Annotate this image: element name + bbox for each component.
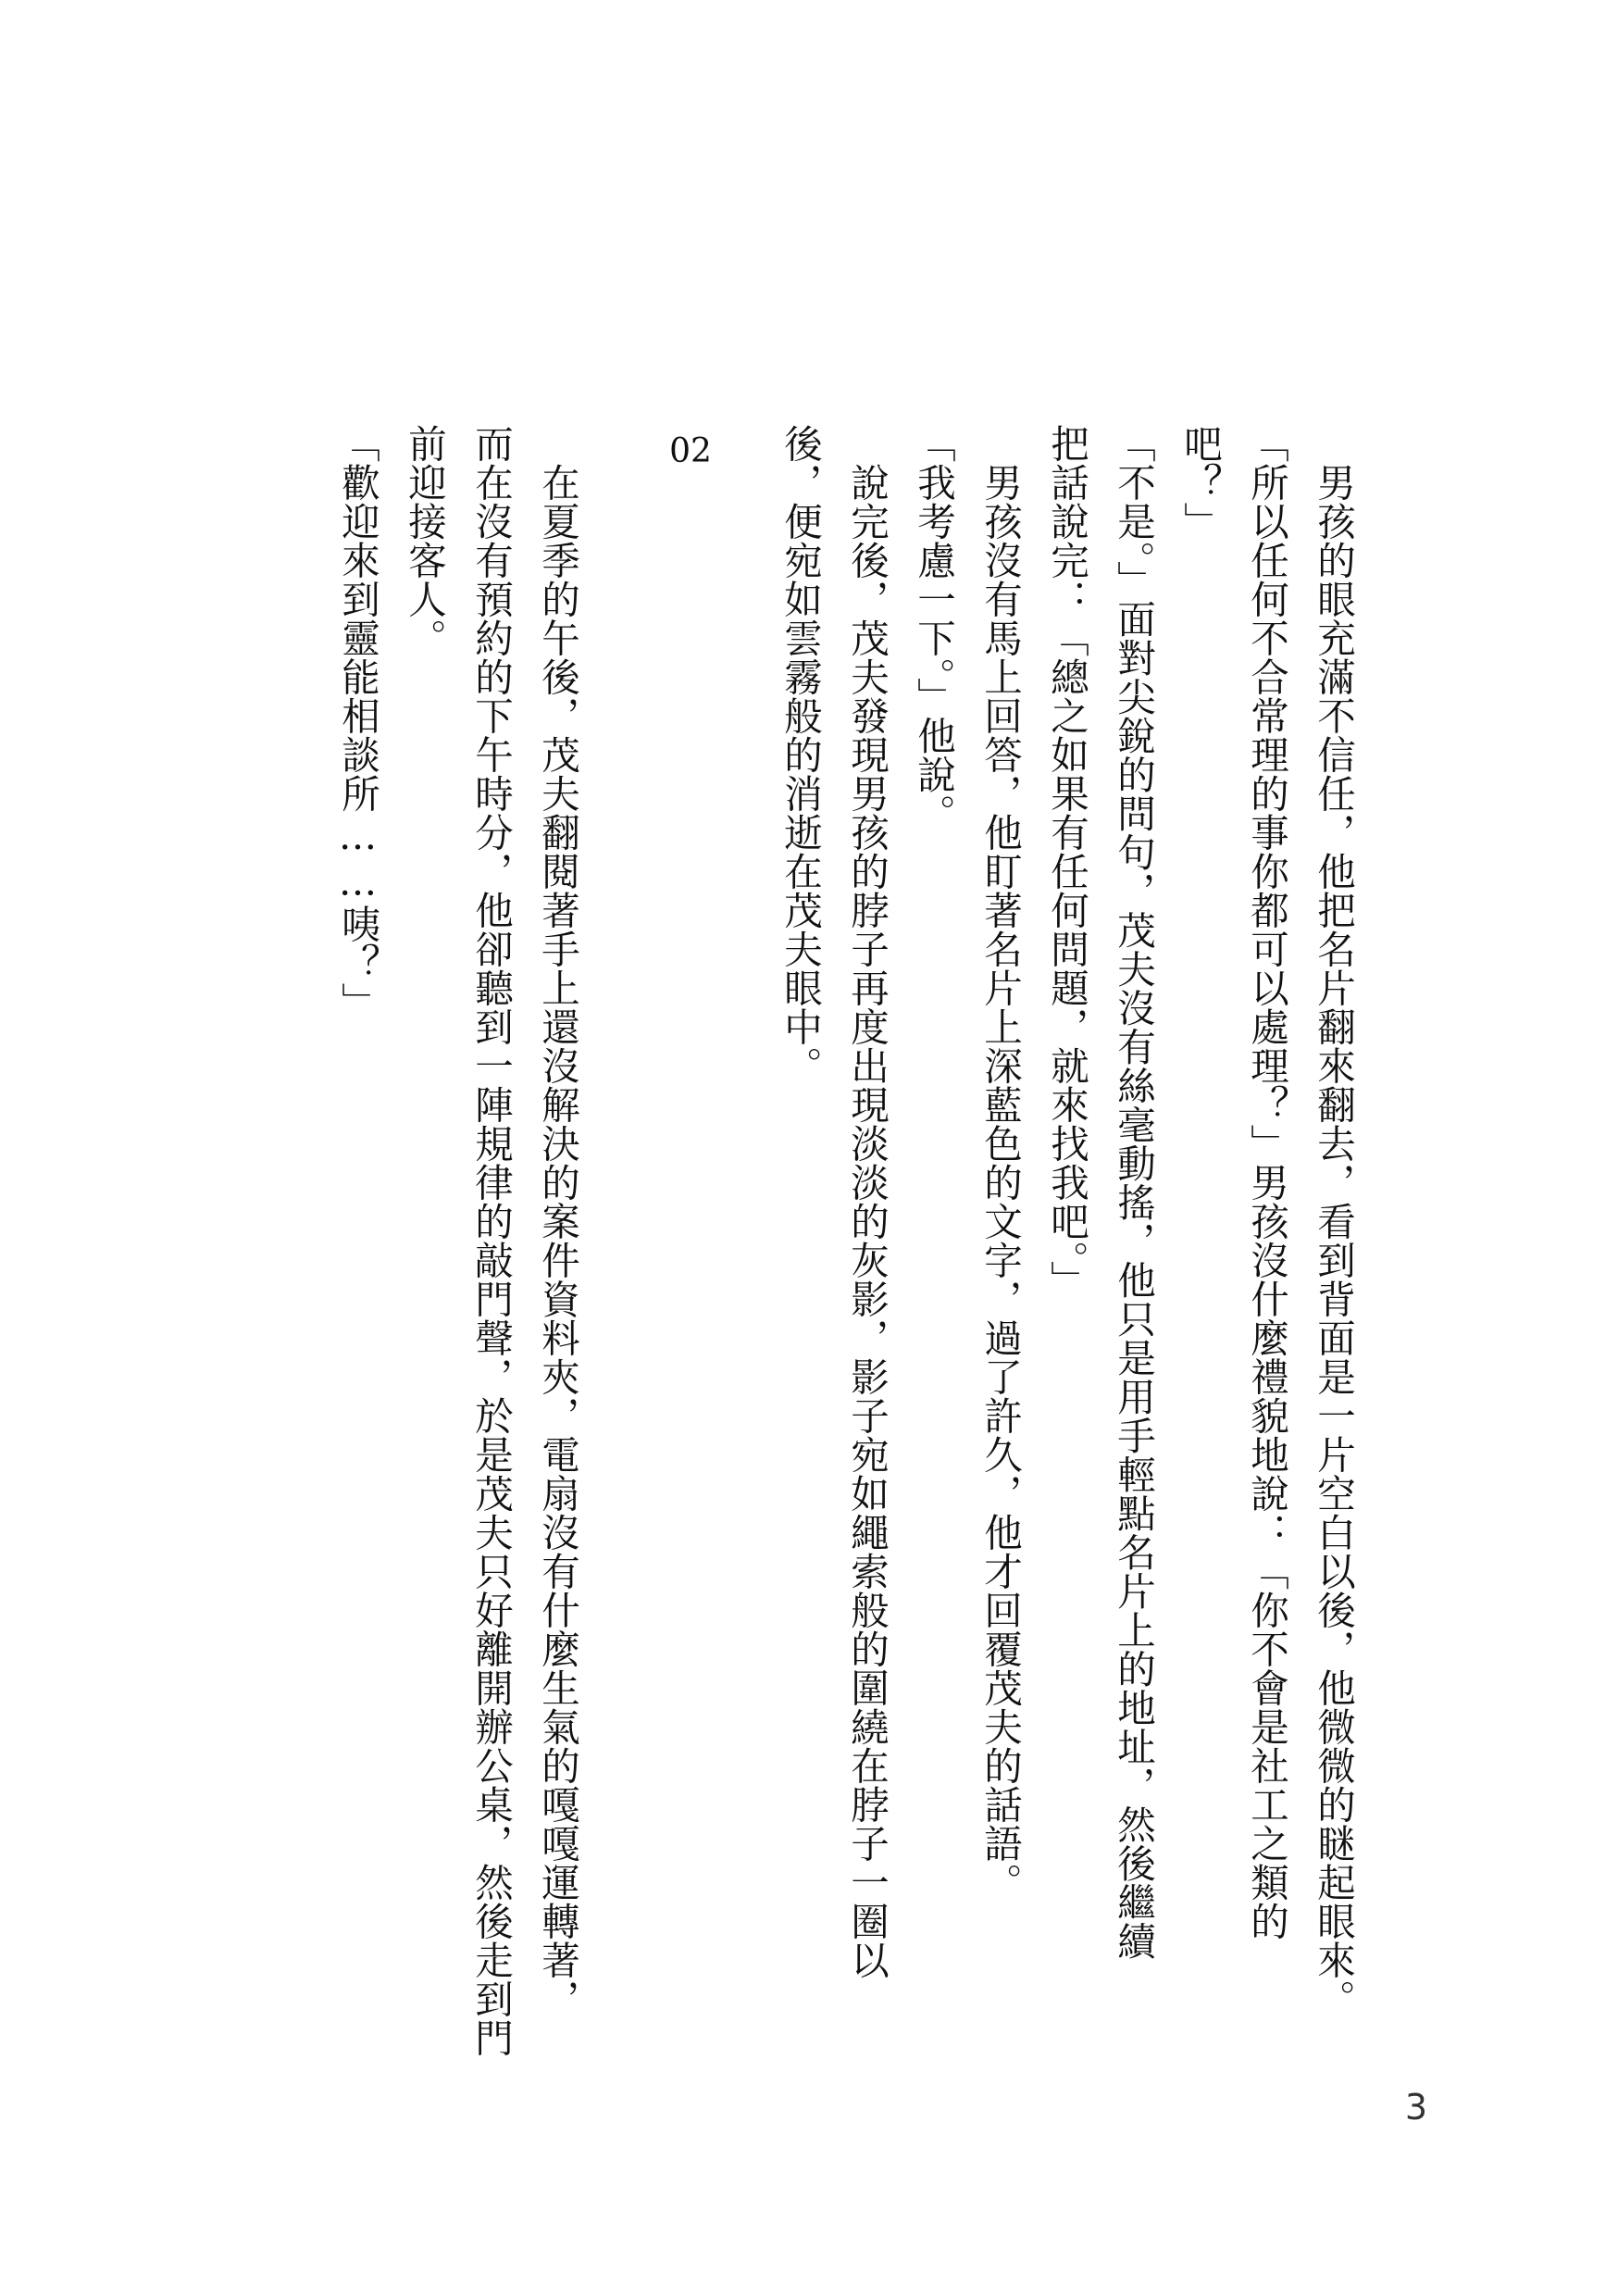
text-column-3: 吧？」	[1177, 424, 1223, 541]
page-number: 3	[1404, 2087, 1428, 2128]
text-column-12: 前迎接客人。	[402, 424, 447, 657]
text-column-13: 「歡迎來到靈能相談所……咦？」	[335, 424, 380, 1021]
text-column-2: 「所以任何不合常理的事你都可以處理？」男孩沒什麼禮貌地說：「你不會是社工之類的	[1244, 424, 1289, 1940]
text-column-7: 「我考慮一下。」他說。	[911, 424, 956, 833]
text-column-5: 把話說完：「總之如果有任何問題，就來找我吧。」	[1044, 424, 1089, 1300]
text-column-8: 說完後，茂夫發現男孩的脖子再度出現淡淡的灰影，影子宛如繩索般的圍繞在脖子一圈以	[844, 463, 890, 1979]
text-column-10: 在夏季的午後，茂夫翻閱著手上還沒解決的案件資料夾，電扇沒有什麼生氣的嘎嘎運轉著，	[535, 463, 580, 2018]
section-number: 02	[669, 432, 712, 470]
text-column-9: 後，便宛如雲霧般的消逝在茂夫眼中。	[778, 424, 823, 1085]
text-column-11: 而在沒有預約的下午時分，他卻聽到一陣規律的敲門聲，於是茂夫只好離開辦公桌，然後走到門	[468, 424, 514, 2057]
text-column-1: 男孩的眼充滿不信任，他把名片翻來翻去，看到背面是一片空白以後，他微微的瞇起眼來。	[1311, 463, 1356, 2018]
text-column-6: 男孩沒有馬上回答，他盯著名片上深藍色的文字，過了許久，他才回覆茂夫的話語。	[977, 463, 1023, 1902]
text-column-4: 「不是。」面對尖銳的問句，茂夫沒有絲毫動搖，他只是用手輕點名片上的地址，然後繼續	[1111, 424, 1156, 1961]
